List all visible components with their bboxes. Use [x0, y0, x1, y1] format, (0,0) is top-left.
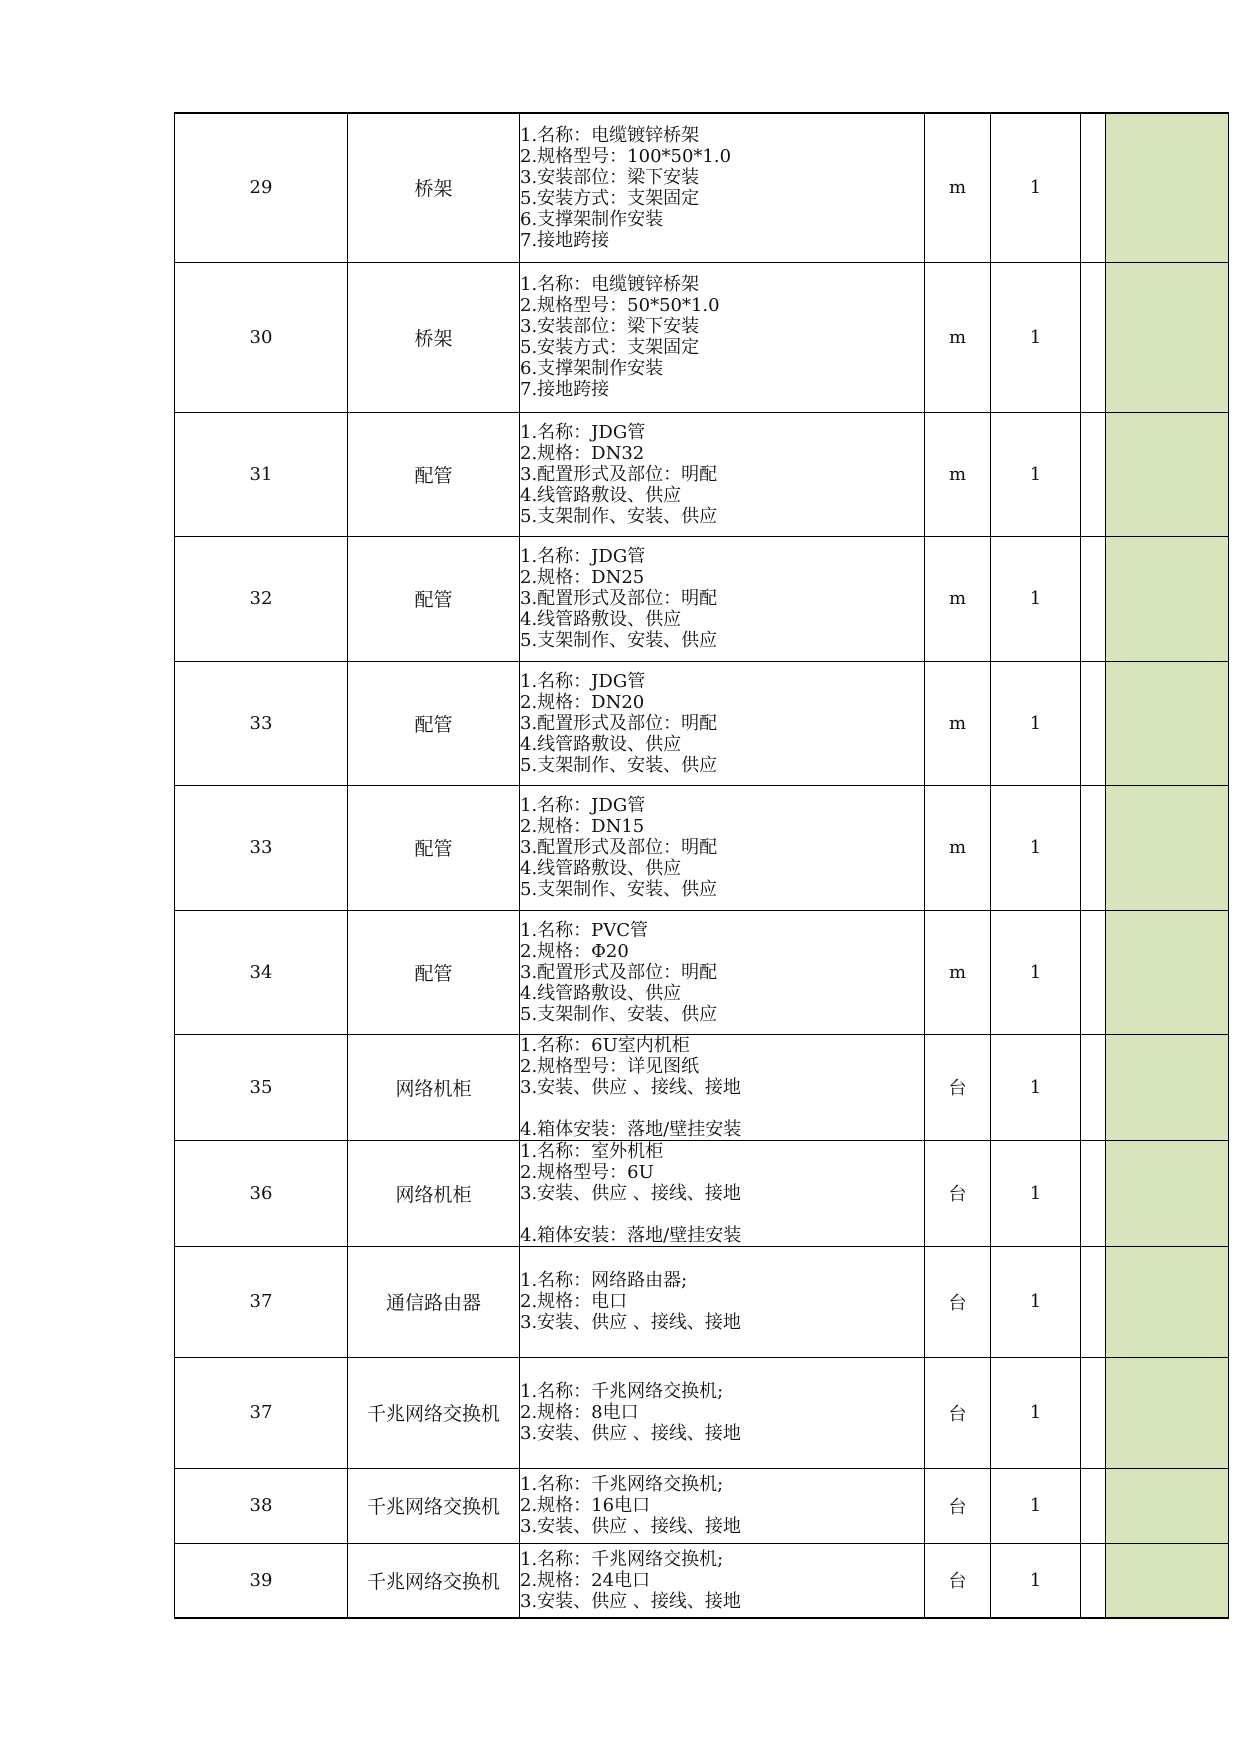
item-description-cell[interactable] — [520, 910, 925, 1034]
description-line: 2.规格：电口 — [520, 1291, 628, 1312]
table-row — [175, 1468, 1229, 1543]
item-number-cell[interactable]: 39 — [175, 1543, 348, 1618]
description-line: 1.名称：JDG管 — [520, 421, 646, 443]
description-line: 5.安装方式：支架固定 — [520, 337, 700, 358]
table-row — [175, 1357, 1229, 1468]
item-description-cell[interactable] — [520, 412, 925, 536]
description-line: 1.名称：电缆镀锌桥架 — [520, 124, 700, 146]
description-line: 5.支架制作、安装、供应 — [520, 1003, 718, 1025]
unit-cell[interactable]: m — [925, 412, 991, 536]
description-line: 2.规格：DN20 — [520, 691, 645, 713]
description-line: 3.安装、供应 、接线、接地 — [520, 1182, 741, 1204]
item-description-cell[interactable] — [520, 536, 925, 661]
unit-cell[interactable]: 台 — [925, 1357, 991, 1468]
item-number-cell[interactable]: 30 — [175, 262, 348, 412]
description-line: 3.安装、供应 、接线、接地 — [520, 1590, 741, 1612]
description-line — [520, 1204, 924, 1225]
item-description-cell[interactable] — [520, 785, 925, 910]
description-line: 2.规格：24电口 — [520, 1569, 651, 1591]
empty-cell[interactable] — [1081, 1246, 1106, 1357]
unit-cell[interactable]: m — [925, 910, 991, 1034]
unit-cell[interactable]: 台 — [925, 1246, 991, 1357]
description-line: 6.支撑架制作安装 — [520, 358, 664, 379]
quantity-cell[interactable]: 1 — [991, 113, 1081, 262]
item-name-cell[interactable]: 网络机柜 — [348, 1034, 520, 1140]
item-number-cell[interactable]: 35 — [175, 1034, 348, 1140]
item-name-cell[interactable]: 网络机柜 — [348, 1140, 520, 1246]
quantity-cell[interactable]: 1 — [991, 1468, 1081, 1543]
description-line: 2.规格型号：50*50*1.0 — [520, 295, 720, 316]
quantity-cell[interactable]: 1 — [991, 1034, 1081, 1140]
price-cell[interactable] — [1106, 1140, 1229, 1246]
table-row — [175, 1543, 1229, 1618]
unit-cell[interactable]: 台 — [925, 1034, 991, 1140]
description-line: 3.配置形式及部位：明配 — [520, 837, 718, 858]
table-row — [175, 1034, 1229, 1140]
unit-cell[interactable]: m — [925, 785, 991, 910]
description-line: 1.名称：电缆镀锌桥架 — [520, 274, 700, 295]
description-line: 5.支架制作、安装、供应 — [520, 754, 718, 776]
unit-cell[interactable]: 台 — [925, 1543, 991, 1618]
unit-cell[interactable]: m — [925, 661, 991, 785]
description-line: 1.名称：JDG管 — [520, 546, 646, 567]
quantity-cell[interactable]: 1 — [991, 785, 1081, 910]
empty-cell[interactable] — [1081, 910, 1106, 1034]
empty-cell[interactable] — [1081, 1140, 1106, 1246]
description-line: 3.配置形式及部位：明配 — [520, 961, 718, 983]
description-line: 3.安装、供应 、接线、接地 — [520, 1516, 741, 1537]
quantity-cell[interactable]: 1 — [991, 412, 1081, 536]
description-line: 3.安装部位：梁下安装 — [520, 166, 700, 188]
empty-cell[interactable] — [1081, 536, 1106, 661]
empty-cell[interactable] — [1081, 1357, 1106, 1468]
item-description-cell[interactable] — [520, 1034, 925, 1140]
empty-cell[interactable] — [1081, 1468, 1106, 1543]
table-row — [175, 262, 1229, 412]
description-line: 1.名称：室外机柜 — [520, 1140, 664, 1162]
description-line: 6.支撑架制作安装 — [520, 208, 664, 230]
item-description-cell[interactable] — [520, 1246, 925, 1357]
item-number-cell[interactable]: 37 — [175, 1357, 348, 1468]
description-line: 4.箱体安装：落地/壁挂安装 — [520, 1224, 742, 1246]
empty-cell[interactable] — [1081, 412, 1106, 536]
item-description-cell[interactable] — [520, 262, 925, 412]
unit-cell[interactable]: m — [925, 113, 991, 262]
price-cell[interactable] — [1106, 536, 1229, 661]
empty-cell[interactable] — [1081, 1034, 1106, 1140]
table-row — [175, 661, 1229, 785]
description-line: 1.名称：JDG管 — [520, 670, 646, 692]
item-description-cell[interactable] — [520, 661, 925, 785]
description-line: 2.规格：Φ20 — [520, 940, 629, 962]
description-line: 1.名称：千兆网络交换机; — [520, 1381, 724, 1402]
description-line: 5.支架制作、安装、供应 — [520, 630, 718, 651]
description-line: 5.支架制作、安装、供应 — [520, 505, 718, 527]
description-line: 7.接地跨接 — [520, 379, 610, 400]
description-line: 1.名称：6U室内机柜 — [520, 1034, 690, 1056]
item-name-cell[interactable]: 千兆网络交换机 — [348, 1357, 520, 1468]
description-line: 5.支架制作、安装、供应 — [520, 879, 718, 900]
item-description-cell[interactable] — [520, 1140, 925, 1246]
unit-cell[interactable]: m — [925, 262, 991, 412]
description-line: 1.名称：千兆网络交换机; — [520, 1474, 724, 1495]
item-number-cell[interactable]: 36 — [175, 1140, 348, 1246]
price-cell[interactable] — [1106, 661, 1229, 785]
empty-cell[interactable] — [1081, 661, 1106, 785]
table-row — [175, 536, 1229, 661]
description-line: 7.接地跨接 — [520, 229, 610, 251]
description-line: 2.规格型号：详见图纸 — [520, 1055, 700, 1077]
price-cell[interactable] — [1106, 1468, 1229, 1543]
description-line: 3.安装、供应 、接线、接地 — [520, 1423, 741, 1444]
item-number-cell[interactable]: 37 — [175, 1246, 348, 1357]
description-line: 4.线管路敷设、供应 — [520, 982, 682, 1004]
price-cell[interactable] — [1106, 785, 1229, 910]
empty-cell[interactable] — [1081, 262, 1106, 412]
quantity-cell[interactable]: 1 — [991, 1246, 1081, 1357]
table-row — [175, 910, 1229, 1034]
bill-of-quantities-table — [174, 112, 1229, 1619]
description-line — [520, 1098, 924, 1119]
empty-cell[interactable] — [1081, 785, 1106, 910]
description-line: 2.规格：DN25 — [520, 567, 645, 588]
item-description-cell[interactable] — [520, 1543, 925, 1618]
description-line: 3.安装、供应 、接线、接地 — [520, 1076, 741, 1098]
item-name-cell[interactable]: 千兆网络交换机 — [348, 1543, 520, 1618]
item-number-cell[interactable]: 33 — [175, 785, 348, 910]
description-line: 2.规格型号：100*50*1.0 — [520, 145, 732, 167]
item-name-cell[interactable]: 千兆网络交换机 — [348, 1468, 520, 1543]
quantity-cell[interactable]: 1 — [991, 1140, 1081, 1246]
quantity-cell[interactable]: 1 — [991, 536, 1081, 661]
description-line: 3.配置形式及部位：明配 — [520, 712, 718, 734]
table-row — [175, 1140, 1229, 1246]
item-number-cell[interactable]: 29 — [175, 113, 348, 262]
description-line: 4.线管路敷设、供应 — [520, 858, 682, 879]
description-line: 3.安装、供应 、接线、接地 — [520, 1312, 741, 1333]
item-name-cell[interactable]: 通信路由器 — [348, 1246, 520, 1357]
quantity-cell[interactable]: 1 — [991, 661, 1081, 785]
description-line: 1.名称：PVC管 — [520, 919, 649, 941]
item-number-cell[interactable]: 38 — [175, 1468, 348, 1543]
item-name-cell[interactable]: 桥架 — [348, 113, 520, 262]
description-line: 4.线管路敷设、供应 — [520, 733, 682, 755]
item-name-cell[interactable]: 配管 — [348, 785, 520, 910]
price-cell[interactable] — [1106, 1543, 1229, 1618]
description-line: 4.线管路敷设、供应 — [520, 609, 682, 630]
price-cell[interactable] — [1106, 1246, 1229, 1357]
empty-cell[interactable] — [1081, 1543, 1106, 1618]
description-line: 2.规格：8电口 — [520, 1402, 639, 1423]
unit-cell[interactable]: 台 — [925, 1140, 991, 1246]
description-line: 1.名称：网络路由器; — [520, 1270, 688, 1291]
item-description-cell[interactable] — [520, 1468, 925, 1543]
description-line: 2.规格：16电口 — [520, 1495, 651, 1516]
item-name-cell[interactable]: 配管 — [348, 536, 520, 661]
item-description-cell[interactable] — [520, 113, 925, 262]
item-name-cell[interactable]: 桥架 — [348, 262, 520, 412]
description-line: 4.箱体安装：落地/壁挂安装 — [520, 1118, 742, 1140]
item-number-cell[interactable]: 32 — [175, 536, 348, 661]
item-name-cell[interactable]: 配管 — [348, 910, 520, 1034]
table-row — [175, 113, 1229, 262]
description-line: 4.线管路敷设、供应 — [520, 484, 682, 506]
quantity-cell[interactable]: 1 — [991, 1357, 1081, 1468]
price-cell[interactable] — [1106, 113, 1229, 262]
description-line: 2.规格：DN32 — [520, 442, 645, 464]
table-row — [175, 412, 1229, 536]
empty-cell[interactable] — [1081, 113, 1106, 262]
item-number-cell[interactable]: 34 — [175, 910, 348, 1034]
unit-cell[interactable]: m — [925, 536, 991, 661]
description-line: 5.安装方式：支架固定 — [520, 187, 700, 209]
description-line: 2.规格型号：6U — [520, 1161, 654, 1183]
item-description-cell[interactable] — [520, 1357, 925, 1468]
price-cell[interactable] — [1106, 412, 1229, 536]
description-line: 3.安装部位：梁下安装 — [520, 316, 700, 337]
description-line: 1.名称：千兆网络交换机; — [520, 1548, 724, 1570]
item-number-cell[interactable]: 31 — [175, 412, 348, 536]
table-row — [175, 785, 1229, 910]
item-name-cell[interactable]: 配管 — [348, 661, 520, 785]
price-cell[interactable] — [1106, 262, 1229, 412]
description-line: 3.配置形式及部位：明配 — [520, 463, 718, 485]
quantity-cell[interactable]: 1 — [991, 1543, 1081, 1618]
quantity-cell[interactable]: 1 — [991, 910, 1081, 1034]
description-line: 1.名称：JDG管 — [520, 795, 646, 816]
price-cell[interactable] — [1106, 910, 1229, 1034]
price-cell[interactable] — [1106, 1034, 1229, 1140]
item-name-cell[interactable]: 配管 — [348, 412, 520, 536]
table-row — [175, 1246, 1229, 1357]
unit-cell[interactable]: 台 — [925, 1468, 991, 1543]
description-line: 2.规格：DN15 — [520, 816, 645, 837]
quantity-cell[interactable]: 1 — [991, 262, 1081, 412]
item-number-cell[interactable]: 33 — [175, 661, 348, 785]
price-cell[interactable] — [1106, 1357, 1229, 1468]
description-line: 3.配置形式及部位：明配 — [520, 588, 718, 609]
